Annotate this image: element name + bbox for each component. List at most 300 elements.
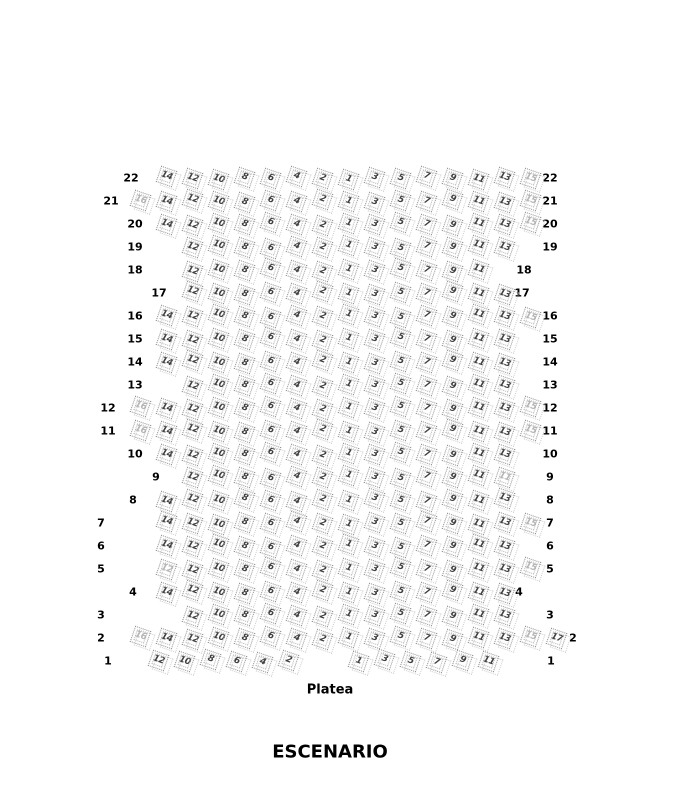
seat-r12-s12[interactable] — [181, 399, 203, 421]
seat-r15-s3[interactable] — [363, 329, 385, 351]
seat-r14-s5[interactable] — [389, 350, 411, 372]
seat-r7-s7[interactable] — [415, 510, 437, 532]
seat-r14-s2[interactable] — [311, 349, 333, 371]
seat-r6-s13[interactable] — [493, 535, 515, 557]
seat-r13-s2[interactable] — [311, 376, 333, 398]
seat-r14-s3[interactable] — [363, 353, 385, 375]
seat-r10-s2[interactable] — [311, 445, 333, 467]
seat-r18-s8[interactable] — [233, 260, 255, 282]
seat-r5-s2[interactable] — [311, 560, 333, 582]
seat-r5-s12[interactable] — [181, 560, 203, 582]
seat-r14-s11[interactable] — [467, 351, 489, 373]
seat-r2-s14[interactable] — [155, 627, 177, 649]
seat-r3-s6[interactable] — [259, 602, 281, 624]
seat-r9-s2[interactable] — [311, 467, 333, 489]
seat-r8-s4[interactable] — [285, 491, 307, 513]
seat-r10-s11[interactable] — [467, 442, 489, 464]
seat-r2-s2[interactable] — [311, 629, 333, 651]
seat-r16-s13[interactable] — [493, 305, 515, 327]
seat-r17-s4[interactable] — [285, 283, 307, 305]
seat-r6-s3[interactable] — [363, 535, 385, 557]
seat-r21-s2[interactable] — [311, 188, 333, 210]
seat-r17-s5[interactable] — [389, 281, 411, 303]
seat-r4-s10[interactable] — [207, 581, 229, 603]
seat-r12-s13[interactable] — [493, 398, 515, 420]
seat-r8-s1[interactable] — [337, 490, 359, 512]
seat-r14-s9[interactable] — [441, 349, 463, 371]
seat-r9-s4[interactable] — [285, 465, 307, 487]
seat-r21-s7[interactable] — [415, 191, 437, 213]
seat-r2-s10[interactable] — [207, 626, 229, 648]
seat-r3-s11[interactable] — [467, 603, 489, 625]
seat-r20-s5[interactable] — [389, 211, 411, 233]
seat-r12-s7[interactable] — [415, 397, 437, 419]
seat-r16-s12[interactable] — [181, 306, 203, 328]
seat-r13-s6[interactable] — [259, 372, 281, 394]
seat-r12-s3[interactable] — [363, 398, 385, 420]
seat-r2-s8[interactable] — [233, 628, 255, 650]
seat-r11-s12[interactable] — [181, 418, 203, 440]
seat-r6-s6[interactable] — [259, 537, 281, 559]
seat-r7-s11[interactable] — [467, 514, 489, 536]
seat-r12-s8[interactable] — [233, 398, 255, 420]
seat-r5-s9[interactable] — [441, 560, 463, 582]
seat-r11-s8[interactable] — [233, 422, 255, 444]
seat-r6-s2[interactable] — [311, 536, 333, 558]
seat-r15-s8[interactable] — [233, 329, 255, 351]
seat-r18-s6[interactable] — [259, 257, 281, 279]
seat-r4-s1[interactable] — [337, 581, 359, 603]
seat-r7-s4[interactable] — [285, 510, 307, 532]
seat-r15-s1[interactable] — [337, 327, 359, 349]
seat-r18-s1[interactable] — [337, 258, 359, 280]
seat-r7-s6[interactable] — [259, 513, 281, 535]
seat-r20-s8[interactable] — [233, 214, 255, 236]
seat-r22-s5[interactable] — [389, 168, 411, 190]
seat-r13-s4[interactable] — [285, 374, 307, 396]
seat-r2-s5[interactable] — [389, 625, 411, 647]
seat-r15-s5[interactable] — [389, 326, 411, 348]
seat-r14-s13[interactable] — [493, 353, 515, 375]
seat-r3-s13[interactable] — [493, 605, 515, 627]
seat-r1-s2[interactable] — [277, 649, 299, 671]
seat-r11-s15[interactable] — [519, 419, 541, 441]
seat-r22-s9[interactable] — [441, 167, 463, 189]
seat-r16-s7[interactable] — [415, 304, 437, 326]
seat-r15-s10[interactable] — [207, 327, 229, 349]
seat-r1-s6[interactable] — [225, 650, 247, 672]
seat-r3-s3[interactable] — [363, 605, 385, 627]
seat-r7-s12[interactable] — [181, 512, 203, 534]
seat-r5-s4[interactable] — [285, 558, 307, 580]
seat-r11-s10[interactable] — [207, 420, 229, 442]
seat-r18-s3[interactable] — [363, 260, 385, 282]
seat-r5-s13[interactable] — [493, 559, 515, 581]
seat-r5-s12[interactable] — [155, 558, 177, 580]
seat-r15-s13[interactable] — [493, 329, 515, 351]
seat-r1-s12[interactable] — [147, 649, 169, 671]
seat-r18-s11[interactable] — [467, 258, 489, 280]
seat-r18-s5[interactable] — [389, 257, 411, 279]
seat-r11-s11[interactable] — [467, 420, 489, 442]
seat-r11-s3[interactable] — [363, 422, 385, 444]
seat-r17-s2[interactable] — [311, 280, 333, 302]
seat-r4-s4[interactable] — [285, 582, 307, 604]
seat-r15-s12[interactable] — [181, 330, 203, 352]
seat-r6-s4[interactable] — [285, 534, 307, 556]
seat-r19-s4[interactable] — [285, 235, 307, 257]
seat-r17-s12[interactable] — [181, 280, 203, 302]
seat-r17-s1[interactable] — [337, 282, 359, 304]
seat-r22-s1[interactable] — [337, 169, 359, 191]
seat-r1-s10[interactable] — [173, 651, 195, 673]
seat-r19-s8[interactable] — [233, 236, 255, 258]
seat-r16-s2[interactable] — [311, 306, 333, 328]
seat-r1-s7[interactable] — [425, 652, 447, 674]
seat-r6-s10[interactable] — [207, 533, 229, 555]
seat-r20-s1[interactable] — [337, 212, 359, 234]
seat-r7-s5[interactable] — [389, 513, 411, 535]
seat-r1-s8[interactable] — [199, 648, 221, 670]
seat-r14-s12[interactable] — [181, 349, 203, 371]
seat-r3-s1[interactable] — [337, 603, 359, 625]
seat-r19-s7[interactable] — [415, 235, 437, 257]
seat-r10-s12[interactable] — [181, 445, 203, 467]
seat-r4-s3[interactable] — [363, 583, 385, 605]
seat-r9-s5[interactable] — [389, 468, 411, 490]
seat-r9-s7[interactable] — [415, 465, 437, 487]
seat-r20-s14[interactable] — [155, 213, 177, 235]
seat-r2-s11[interactable] — [467, 626, 489, 648]
seat-r8-s14[interactable] — [155, 491, 177, 513]
seat-r10-s10[interactable] — [207, 442, 229, 464]
seat-r8-s9[interactable] — [441, 488, 463, 510]
seat-r15-s7[interactable] — [415, 328, 437, 350]
seat-r8-s8[interactable] — [233, 487, 255, 509]
seat-r20-s15[interactable] — [519, 211, 541, 233]
seat-r19-s6[interactable] — [259, 238, 281, 260]
seat-r14-s14[interactable] — [155, 352, 177, 374]
seat-r16-s4[interactable] — [285, 304, 307, 326]
seat-r22-s2[interactable] — [311, 167, 333, 189]
seat-r13-s9[interactable] — [441, 376, 463, 398]
seat-r21-s9[interactable] — [441, 188, 463, 210]
seat-r11-s13[interactable] — [493, 422, 515, 444]
seat-r3-s5[interactable] — [389, 602, 411, 624]
seat-r22-s13[interactable] — [493, 166, 515, 188]
seat-r12-s6[interactable] — [259, 395, 281, 417]
seat-r6-s9[interactable] — [441, 536, 463, 558]
seat-r13-s5[interactable] — [389, 372, 411, 394]
seat-r10-s5[interactable] — [389, 441, 411, 463]
seat-r7-s3[interactable] — [363, 511, 385, 533]
seat-r6-s7[interactable] — [415, 534, 437, 556]
seat-r13-s1[interactable] — [337, 373, 359, 395]
seat-r16-s3[interactable] — [363, 305, 385, 327]
seat-r4-s5[interactable] — [389, 580, 411, 602]
seat-r13-s12[interactable] — [181, 376, 203, 398]
seat-r4-s14[interactable] — [155, 582, 177, 604]
seat-r4-s9[interactable] — [441, 579, 463, 601]
seat-r6-s11[interactable] — [467, 533, 489, 555]
seat-r2-s1[interactable] — [337, 626, 359, 648]
seat-r18-s12[interactable] — [181, 261, 203, 283]
seat-r4-s2[interactable] — [311, 579, 333, 601]
seat-r12-s11[interactable] — [467, 396, 489, 418]
seat-r16-s11[interactable] — [467, 303, 489, 325]
seat-r16-s8[interactable] — [233, 305, 255, 327]
seat-r1-s5[interactable] — [399, 650, 421, 672]
seat-r17-s10[interactable] — [207, 282, 229, 304]
seat-r15-s6[interactable] — [259, 326, 281, 348]
seat-r10-s8[interactable] — [233, 444, 255, 466]
seat-r6-s1[interactable] — [337, 533, 359, 555]
seat-r3-s2[interactable] — [311, 606, 333, 628]
seat-r19-s9[interactable] — [441, 237, 463, 259]
seat-r7-s15[interactable] — [519, 513, 541, 535]
seat-r21-s13[interactable] — [493, 192, 515, 214]
seat-r2-s7[interactable] — [415, 627, 437, 649]
seat-r3-s8[interactable] — [233, 605, 255, 627]
seat-r5-s1[interactable] — [337, 557, 359, 579]
seat-r5-s5[interactable] — [389, 556, 411, 578]
seat-r8-s3[interactable] — [363, 487, 385, 509]
seat-r10-s14[interactable] — [155, 443, 177, 465]
seat-r12-s1[interactable] — [337, 396, 359, 418]
seat-r7-s1[interactable] — [337, 514, 359, 536]
seat-r9-s11[interactable] — [493, 466, 515, 488]
seat-r10-s3[interactable] — [363, 444, 385, 466]
seat-r20-s7[interactable] — [415, 213, 437, 235]
seat-r14-s6[interactable] — [259, 350, 281, 372]
seat-r4-s8[interactable] — [233, 583, 255, 605]
seat-r5-s10[interactable] — [207, 557, 229, 579]
seat-r13-s11[interactable] — [467, 373, 489, 395]
seat-r15-s14[interactable] — [155, 328, 177, 350]
seat-r8-s7[interactable] — [415, 491, 437, 513]
seat-r12-s16[interactable] — [129, 395, 151, 417]
seat-r8-s5[interactable] — [389, 489, 411, 511]
seat-r20-s10[interactable] — [207, 212, 229, 234]
seat-r13-s10[interactable] — [207, 373, 229, 395]
seat-r1-s4[interactable] — [251, 652, 273, 674]
seat-r20-s9[interactable] — [441, 215, 463, 237]
seat-r12-s2[interactable] — [311, 399, 333, 421]
seat-r18-s7[interactable] — [415, 259, 437, 281]
seat-r1-s9[interactable] — [451, 649, 473, 671]
seat-r20-s12[interactable] — [181, 215, 203, 237]
seat-r15-s4[interactable] — [285, 328, 307, 350]
seat-r8-s6[interactable] — [259, 489, 281, 511]
seat-r3-s7[interactable] — [415, 604, 437, 626]
seat-r13-s13[interactable] — [493, 375, 515, 397]
seat-r19-s13[interactable] — [493, 236, 515, 258]
seat-r5-s8[interactable] — [233, 559, 255, 581]
seat-r1-s1[interactable] — [347, 651, 369, 673]
seat-r18-s10[interactable] — [207, 258, 229, 280]
seat-r21-s1[interactable] — [337, 190, 359, 212]
seat-r14-s8[interactable] — [233, 353, 255, 375]
seat-r17-s8[interactable] — [233, 284, 255, 306]
seat-r22-s4[interactable] — [285, 165, 307, 187]
seat-r9-s3[interactable] — [363, 466, 385, 488]
seat-r6-s5[interactable] — [389, 537, 411, 559]
seat-r2-s17[interactable] — [545, 627, 567, 649]
seat-r2-s4[interactable] — [285, 627, 307, 649]
seat-r4-s11[interactable] — [467, 581, 489, 603]
seat-r22-s10[interactable] — [207, 169, 229, 191]
seat-r20-s11[interactable] — [467, 212, 489, 234]
seat-r5-s3[interactable] — [363, 559, 385, 581]
seat-r16-s6[interactable] — [259, 307, 281, 329]
seat-r10-s6[interactable] — [259, 441, 281, 463]
seat-r22-s12[interactable] — [181, 167, 203, 189]
seat-r7-s8[interactable] — [233, 511, 255, 533]
seat-r9-s12[interactable] — [181, 467, 203, 489]
seat-r15-s11[interactable] — [467, 327, 489, 349]
seat-r9-s11[interactable] — [467, 464, 489, 486]
seat-r2-s13[interactable] — [493, 628, 515, 650]
seat-r21-s3[interactable] — [363, 192, 385, 214]
seat-r15-s2[interactable] — [311, 330, 333, 352]
seat-r11-s6[interactable] — [259, 419, 281, 441]
seat-r12-s9[interactable] — [441, 399, 463, 421]
seat-r12-s4[interactable] — [285, 397, 307, 419]
seat-r8-s2[interactable] — [311, 488, 333, 510]
seat-r21-s12[interactable] — [181, 188, 203, 210]
seat-r20-s3[interactable] — [363, 214, 385, 236]
seat-r4-s12[interactable] — [181, 579, 203, 601]
seat-r4-s7[interactable] — [415, 582, 437, 604]
seat-r17-s6[interactable] — [259, 281, 281, 303]
seat-r18-s4[interactable] — [285, 259, 307, 281]
seat-r17-s7[interactable] — [415, 283, 437, 305]
seat-r21-s10[interactable] — [207, 190, 229, 212]
seat-r18-s9[interactable] — [441, 261, 463, 283]
seat-r21-s14[interactable] — [155, 191, 177, 213]
seat-r13-s3[interactable] — [363, 375, 385, 397]
seat-r19-s11[interactable] — [467, 234, 489, 256]
seat-r16-s9[interactable] — [441, 306, 463, 328]
seat-r12-s14[interactable] — [155, 397, 177, 419]
seat-r7-s14[interactable] — [155, 510, 177, 532]
seat-r11-s2[interactable] — [311, 418, 333, 440]
seat-r10-s1[interactable] — [337, 442, 359, 464]
seat-r8-s11[interactable] — [467, 490, 489, 512]
seat-r13-s7[interactable] — [415, 374, 437, 396]
seat-r7-s9[interactable] — [441, 512, 463, 534]
seat-r19-s10[interactable] — [207, 234, 229, 256]
seat-r21-s11[interactable] — [467, 190, 489, 212]
seat-r12-s15[interactable] — [519, 395, 541, 417]
seat-r4-s6[interactable] — [259, 580, 281, 602]
seat-r19-s1[interactable] — [337, 234, 359, 256]
seat-r19-s12[interactable] — [181, 237, 203, 259]
seat-r16-s10[interactable] — [207, 303, 229, 325]
seat-r22-s6[interactable] — [259, 168, 281, 190]
seat-r10-s7[interactable] — [415, 443, 437, 465]
seat-r20-s6[interactable] — [259, 211, 281, 233]
seat-r2-s12[interactable] — [181, 629, 203, 651]
seat-r9-s9[interactable] — [441, 467, 463, 489]
seat-r2-s15[interactable] — [519, 625, 541, 647]
seat-r22-s7[interactable] — [415, 165, 437, 187]
seat-r7-s10[interactable] — [207, 514, 229, 536]
seat-r6-s8[interactable] — [233, 535, 255, 557]
seat-r22-s11[interactable] — [467, 169, 489, 191]
seat-r8-s10[interactable] — [207, 490, 229, 512]
seat-r9-s6[interactable] — [259, 468, 281, 490]
seat-r3-s12[interactable] — [181, 606, 203, 628]
seat-r14-s10[interactable] — [207, 351, 229, 373]
seat-r5-s7[interactable] — [415, 558, 437, 580]
seat-r2-s16[interactable] — [129, 625, 151, 647]
seat-r22-s15[interactable] — [519, 168, 541, 190]
seat-r11-s14[interactable] — [155, 421, 177, 443]
seat-r5-s15[interactable] — [519, 556, 541, 578]
seat-r17-s11[interactable] — [467, 282, 489, 304]
seat-r13-s8[interactable] — [233, 375, 255, 397]
seat-r3-s4[interactable] — [285, 604, 307, 626]
seat-r17-s3[interactable] — [363, 284, 385, 306]
seat-r17-s9[interactable] — [441, 280, 463, 302]
seat-r16-s1[interactable] — [337, 303, 359, 325]
seat-r12-s10[interactable] — [207, 396, 229, 418]
seat-r16-s5[interactable] — [389, 307, 411, 329]
seat-r2-s9[interactable] — [441, 629, 463, 651]
seat-r3-s9[interactable] — [441, 606, 463, 628]
seat-r1-s11[interactable] — [477, 651, 499, 673]
seat-r19-s2[interactable] — [311, 237, 333, 259]
seat-r22-s3[interactable] — [363, 166, 385, 188]
seat-r8-s13[interactable] — [493, 487, 515, 509]
seat-r20-s13[interactable] — [493, 214, 515, 236]
seat-r18-s2[interactable] — [311, 261, 333, 283]
seat-r21-s4[interactable] — [285, 191, 307, 213]
seat-r16-s14[interactable] — [155, 304, 177, 326]
seat-r22-s14[interactable] — [155, 165, 177, 187]
seat-r6-s14[interactable] — [155, 534, 177, 556]
seat-r5-s11[interactable] — [467, 557, 489, 579]
seat-r19-s3[interactable] — [363, 236, 385, 258]
seat-r10-s13[interactable] — [493, 444, 515, 466]
seat-r6-s12[interactable] — [181, 536, 203, 558]
seat-r21-s16[interactable] — [129, 189, 151, 211]
seat-r19-s5[interactable] — [389, 238, 411, 260]
seat-r10-s4[interactable] — [285, 443, 307, 465]
seat-r21-s15[interactable] — [519, 189, 541, 211]
seat-r14-s7[interactable] — [415, 352, 437, 374]
seat-r5-s6[interactable] — [259, 556, 281, 578]
seat-r11-s1[interactable] — [337, 420, 359, 442]
seat-r22-s8[interactable] — [233, 166, 255, 188]
seat-r3-s10[interactable] — [207, 603, 229, 625]
seat-r16-s15[interactable] — [519, 307, 541, 329]
seat-r21-s5[interactable] — [389, 189, 411, 211]
seat-r1-s3[interactable] — [373, 648, 395, 670]
seat-r2-s6[interactable] — [259, 625, 281, 647]
seat-r7-s13[interactable] — [493, 511, 515, 533]
seat-r9-s1[interactable] — [337, 464, 359, 486]
seat-r14-s4[interactable] — [285, 352, 307, 374]
seat-r9-s8[interactable] — [233, 466, 255, 488]
seat-r21-s6[interactable] — [259, 189, 281, 211]
seat-r11-s4[interactable] — [285, 421, 307, 443]
seat-r12-s5[interactable] — [389, 395, 411, 417]
seat-r11-s5[interactable] — [389, 419, 411, 441]
seat-r7-s2[interactable] — [311, 512, 333, 534]
seat-r21-s8[interactable] — [233, 192, 255, 214]
